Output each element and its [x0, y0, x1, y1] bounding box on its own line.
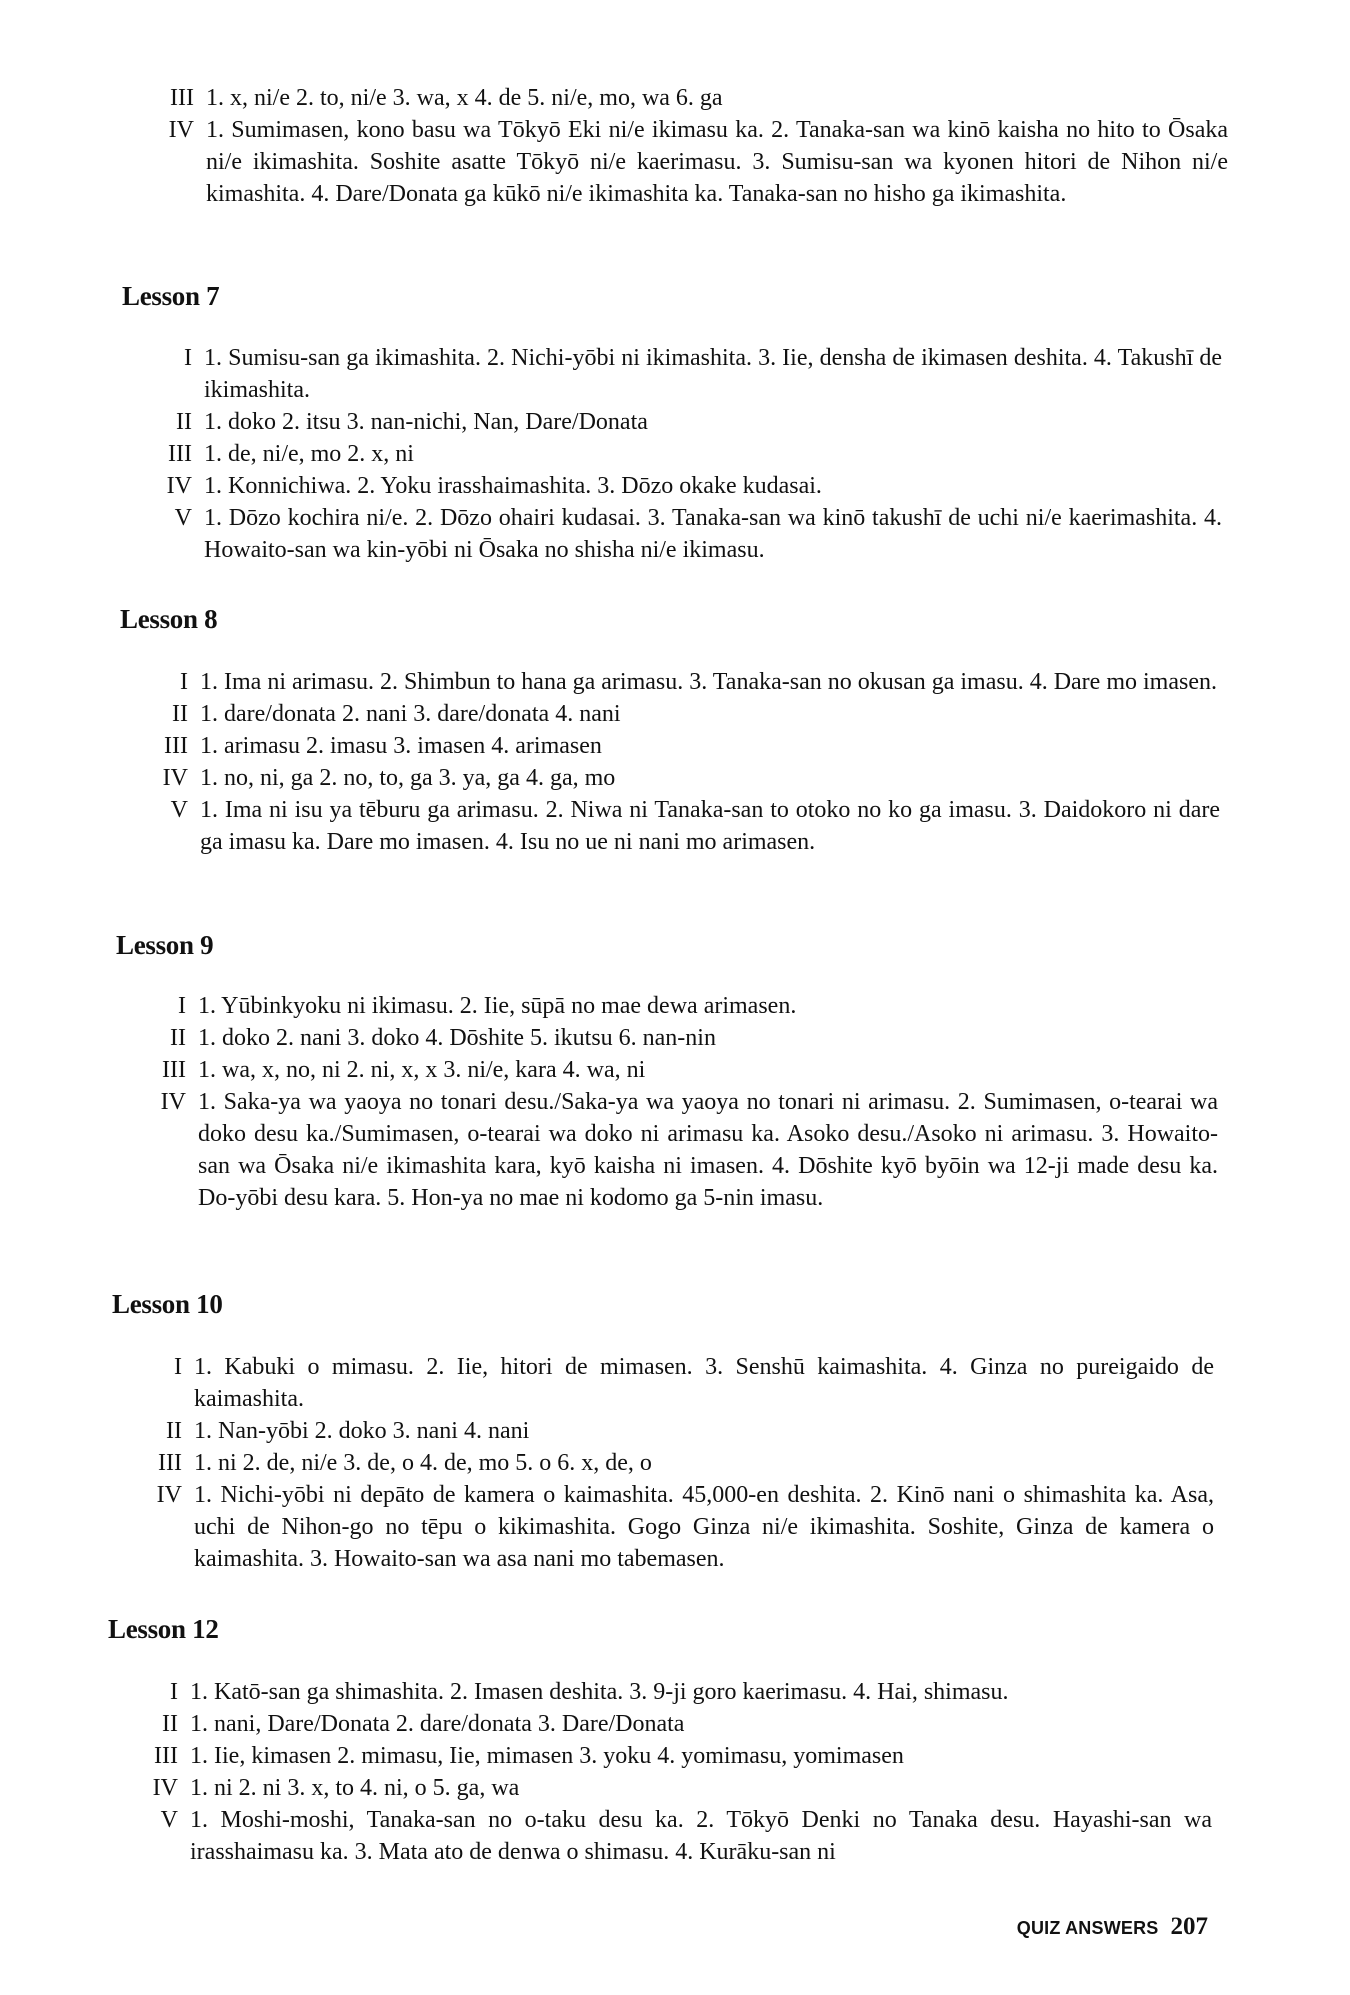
- exercise-number: IV: [156, 1482, 182, 1508]
- answer-row: [132, 1708, 1214, 1740]
- exercise-number: I: [180, 669, 188, 695]
- answer-row: [136, 1415, 1216, 1447]
- answer-text: 1. wa, x, no, ni 2. ni, x, x 3. ni/e, kara 4. wa, ni: [198, 1057, 646, 1083]
- lesson-answers: [142, 666, 1222, 858]
- answer-row: [136, 1479, 1216, 1575]
- answer-text: 1. Iie, kimasen 2. mimasu, Iie, mimasen 3. yoku 4. yomimasu, yomimasen: [190, 1743, 904, 1769]
- answer-text: 1. Moshi-moshi, Tanaka-san no o-taku desu ka. 2. Tōkyō Denki no Tanaka desu. Hayashi-san wa irasshaimasu ka. 3. Mata ato de denwa o shimasu. 4. Kurāku-san ni: [190, 1807, 1212, 1865]
- answer-row: [142, 730, 1222, 762]
- answer-row: [142, 698, 1222, 730]
- answer-row: [146, 438, 1224, 470]
- answer-row: [132, 1772, 1214, 1804]
- answer-text: 1. doko 2. nani 3. doko 4. Dōshite 5. ikutsu 6. nan-nin: [198, 1025, 716, 1051]
- answer-row: [146, 502, 1224, 566]
- exercise-number: I: [184, 345, 192, 371]
- exercise-number: IV: [168, 117, 194, 143]
- answer-text: 1. Saka-ya wa yaoya no tonari desu./Saka-ya wa yaoya no tonari ni arimasu. 2. Sumimasen, o-tearai wa doko desu ka./Sumimasen, o-tearai wa doko ni arimasu ka. Asoko desu./Asoko ni arimasu. 3. Howaito-san wa Ōsaka ni/e ikimashita kara, kyō kaisha ni imasen. 4. Dōshite kyō byōin wa 12-ji made desu ka. Do-yōbi desu kara. 5. Hon-ya no mae ni kodomo ga 5-nin imasu.: [198, 1089, 1218, 1211]
- exercise-number: I: [170, 1679, 178, 1705]
- lesson-answers: [146, 342, 1224, 566]
- running-footer-title: QUIZ ANSWERS: [1016, 1918, 1159, 1938]
- answer-row: [140, 1086, 1220, 1214]
- exercise-number: II: [172, 701, 188, 727]
- answer-row: [140, 1054, 1220, 1086]
- exercise-number: III: [158, 1450, 182, 1476]
- lesson-heading: Lesson 8: [120, 604, 218, 634]
- exercise-number: III: [168, 441, 192, 467]
- exercise-number: II: [162, 1711, 178, 1737]
- exercise-number: V: [170, 797, 188, 823]
- answer-text: 1. de, ni/e, mo 2. x, ni: [204, 441, 414, 467]
- answer-text: 1. ni 2. de, ni/e 3. de, o 4. de, mo 5. o 6. x, de, o: [194, 1450, 652, 1476]
- lesson-answers: [136, 1351, 1216, 1575]
- answer-row: [148, 82, 1228, 114]
- exercise-number: IV: [152, 1775, 178, 1801]
- exercise-number: IV: [160, 1089, 186, 1115]
- answer-row: [140, 1022, 1220, 1054]
- answer-row: [142, 794, 1222, 858]
- exercise-number: III: [164, 733, 188, 759]
- answer-text: 1. x, ni/e 2. to, ni/e 3. wa, x 4. de 5. ni/e, mo, wa 6. ga: [206, 85, 723, 111]
- answer-text: 1. Sumisu-san ga ikimashita. 2. Nichi-yōbi ni ikimashita. 3. Iie, densha de ikimasen deshita. 4. Takushī de ikimashita.: [204, 345, 1222, 403]
- page-footer: [1017, 1913, 1208, 1941]
- answer-row: [146, 470, 1224, 502]
- answer-text: 1. Kabuki o mimasu. 2. Iie, hitori de mimasen. 3. Senshū kaimashita. 4. Ginza no pureigaido de kaimashita.: [194, 1354, 1214, 1412]
- answer-row: [146, 406, 1224, 438]
- answer-row: [142, 762, 1222, 794]
- exercise-number: V: [160, 1807, 178, 1833]
- answer-row: [136, 1447, 1216, 1479]
- answer-text: 1. Ima ni isu ya tēburu ga arimasu. 2. Niwa ni Tanaka-san to otoko no ko ga imasu. 3. Daidokoro ni dare ga imasu ka. Dare mo imasen. 4. Isu no ue ni nani mo arimasen.: [200, 797, 1220, 855]
- exercise-number: II: [176, 409, 192, 435]
- answer-row: [146, 342, 1224, 406]
- exercise-number: I: [174, 1354, 182, 1380]
- answer-text: 1. Ima ni arimasu. 2. Shimbun to hana ga arimasu. 3. Tanaka-san no okusan ga imasu. 4. Dare mo imasen.: [200, 669, 1217, 695]
- lesson-answers: [140, 990, 1220, 1214]
- exercise-number: IV: [166, 473, 192, 499]
- exercise-number: V: [174, 505, 192, 531]
- answer-text: 1. Dōzo kochira ni/e. 2. Dōzo ohairi kudasai. 3. Tanaka-san wa kinō takushī de uchi ni/e kaerimashita. 4. Howaito-san wa kin-yōbi ni Ōsaka no shisha ni/e ikimasu.: [204, 505, 1222, 563]
- lesson-heading: Lesson 9: [116, 930, 214, 960]
- answer-text: 1. ni 2. ni 3. x, to 4. ni, o 5. ga, wa: [190, 1775, 520, 1801]
- answer-text: 1. dare/donata 2. nani 3. dare/donata 4. nani: [200, 701, 621, 727]
- lesson-heading: Lesson 7: [122, 281, 220, 311]
- lesson-heading: Lesson 12: [108, 1614, 219, 1644]
- exercise-number: II: [166, 1418, 182, 1444]
- top-answers: [148, 82, 1228, 210]
- answer-text: 1. no, ni, ga 2. no, to, ga 3. ya, ga 4. ga, mo: [200, 765, 616, 791]
- answer-text: 1. Sumimasen, kono basu wa Tōkyō Eki ni/e ikimasu ka. 2. Tanaka-san wa kinō kaisha no hito to Ōsaka ni/e ikimashita. Soshite asatte Tōkyō ni/e kaerimasu. 3. Sumisu-san wa kyonen hitori de Nihon ni/e kimashita. 4. Dare/Donata ga kūkō ni/e ikimashita ka. Tanaka-san no hisho ga ikimashita.: [206, 117, 1228, 207]
- answer-text: 1. Nichi-yōbi ni depāto de kamera o kaimashita. 45,000-en deshita. 2. Kinō nani o shimashita ka. Asa, uchi de Nihon-go no tēpu o kikimashita. Gogo Ginza ni/e ikimashita. Soshite, Ginza de kamera o kaimashita. 3. Howaito-san wa asa nani mo tabemasen.: [194, 1482, 1214, 1572]
- answer-text: 1. Yūbinkyoku ni ikimasu. 2. Iie, sūpā no mae dewa arimasen.: [198, 993, 797, 1019]
- lesson-answers: [132, 1676, 1214, 1868]
- answer-text: 1. Katō-san ga shimashita. 2. Imasen deshita. 3. 9-ji goro kaerimasu. 4. Hai, shimasu.: [190, 1679, 1009, 1705]
- answer-text: 1. nani, Dare/Donata 2. dare/donata 3. Dare/Donata: [190, 1711, 685, 1737]
- answer-row: [140, 990, 1220, 1022]
- answer-text: 1. Nan-yōbi 2. doko 3. nani 4. nani: [194, 1418, 530, 1444]
- answer-row: [132, 1676, 1214, 1708]
- answer-text: 1. doko 2. itsu 3. nan-nichi, Nan, Dare/Donata: [204, 409, 648, 435]
- exercise-number: I: [178, 993, 186, 1019]
- answer-text: 1. arimasu 2. imasu 3. imasen 4. arimasen: [200, 733, 602, 759]
- answer-row: [136, 1351, 1216, 1415]
- exercise-number: IV: [162, 765, 188, 791]
- answer-text: 1. Konnichiwa. 2. Yoku irasshaimashita. 3. Dōzo okake kudasai.: [204, 473, 822, 499]
- exercise-number: III: [162, 1057, 186, 1083]
- answer-row: [148, 114, 1228, 210]
- exercise-number: III: [170, 85, 194, 111]
- answer-row: [132, 1740, 1214, 1772]
- lesson-heading: Lesson 10: [112, 1289, 223, 1319]
- page-number: 207: [1170, 1913, 1208, 1940]
- answer-row: [142, 666, 1222, 698]
- exercise-number: III: [154, 1743, 178, 1769]
- exercise-number: II: [170, 1025, 186, 1051]
- answer-row: [132, 1804, 1214, 1868]
